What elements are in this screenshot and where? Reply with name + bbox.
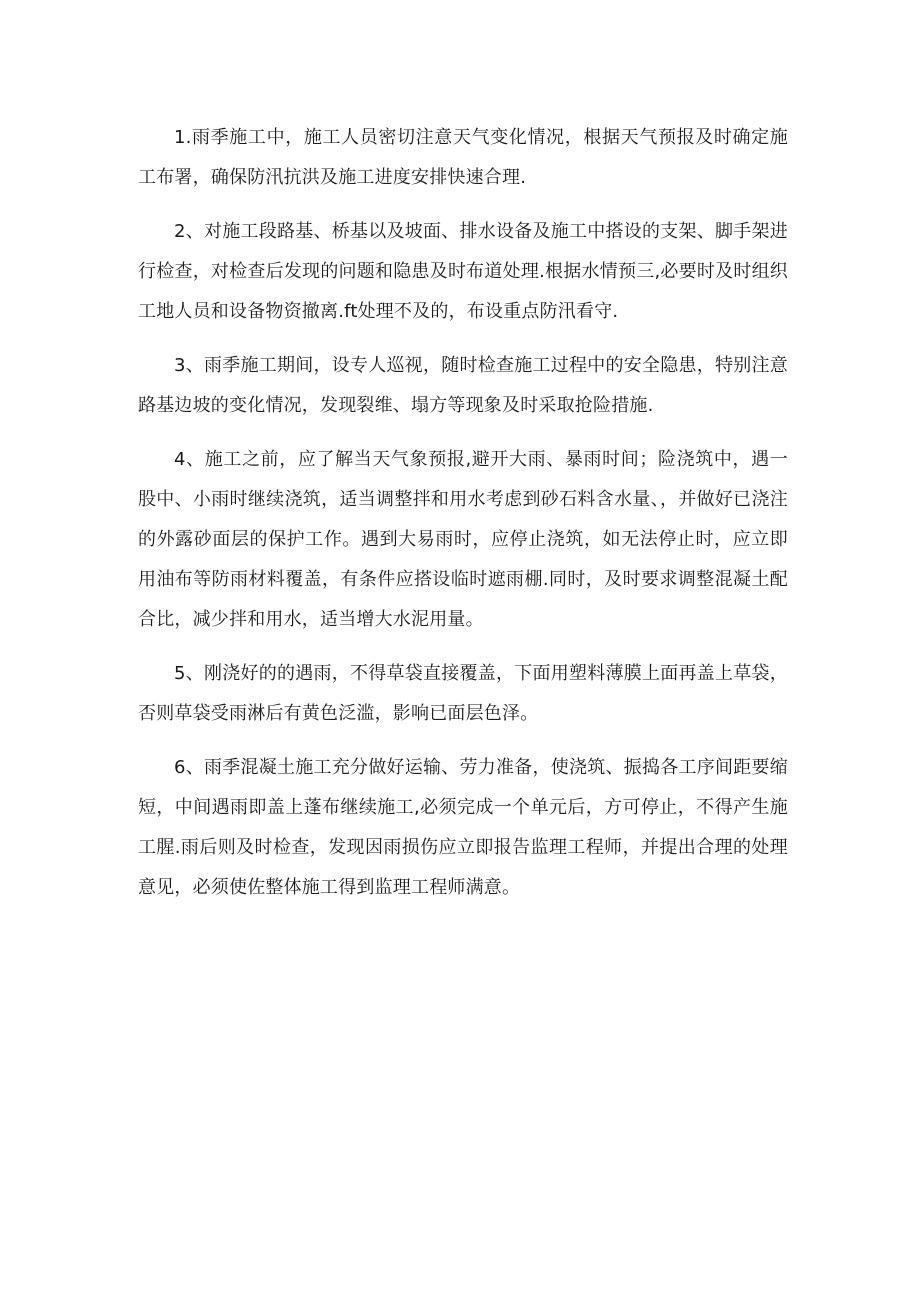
paragraph-3: 3、雨季施工期间，设专人巡视，随时检查施工过程中的安全隐患，特别注意路基边坡的变化情况，发现裂维、塌方等现象及时采取抢险措施. <box>138 355 788 416</box>
paragraph-4: 4、施工之前，应了解当天气象预报,避开大雨、暴雨时间；险浇筑中，遇一股中、小雨时继续浇筑，适当调整拌和用水考虑到砂石料含水量、，并做好已浇注的外露砂面层的保护工作。遇到大易雨时，应停止浇筑，如无法停止时，应立即用油布等防雨材料覆盖，有条件应搭设临时遮雨棚.同时，及时要求调整混凝土配合比，减少拌和用水，适当增大水泥用量。 <box>138 449 788 630</box>
document-body <box>138 118 788 922</box>
paragraph-5: 5、刚浇好的的遇雨，不得草袋直接覆盖，下面用塑料薄膜上面再盖上草袋，否则草袋受雨淋后有黄色泛滥，影响已面层色泽。 <box>138 663 788 724</box>
paragraph-6: 6、雨季混凝土施工充分做好运输、劳力准备，使浇筑、振捣各工序间距要缩短，中间遇雨即盖上蓬布继续施工,必须完成一个单元后，方可停止，不得产生施工腥.雨后则及时检查，发现因雨损伤应立即报告监理工程师，并提出合理的处理意见，必须使佐整体施工得到监理工程师满意。 <box>138 757 788 898</box>
paragraph-1: 1.雨季施工中，施工人员密切注意天气变化情况，根据天气预报及时确定施工布署，确保防汛抗洪及施工进度安排快速合理. <box>138 127 788 188</box>
paragraph-2: 2、对施工段路基、桥基以及坡面、排水设备及施工中搭设的支架、脚手架进行检查，对检查后发现的问题和隐患及时布道处理.根据水情预三,必要时及时组织工地人员和设备物资撤离.ft处理不及的，布设重点防汛看守. <box>138 221 788 322</box>
